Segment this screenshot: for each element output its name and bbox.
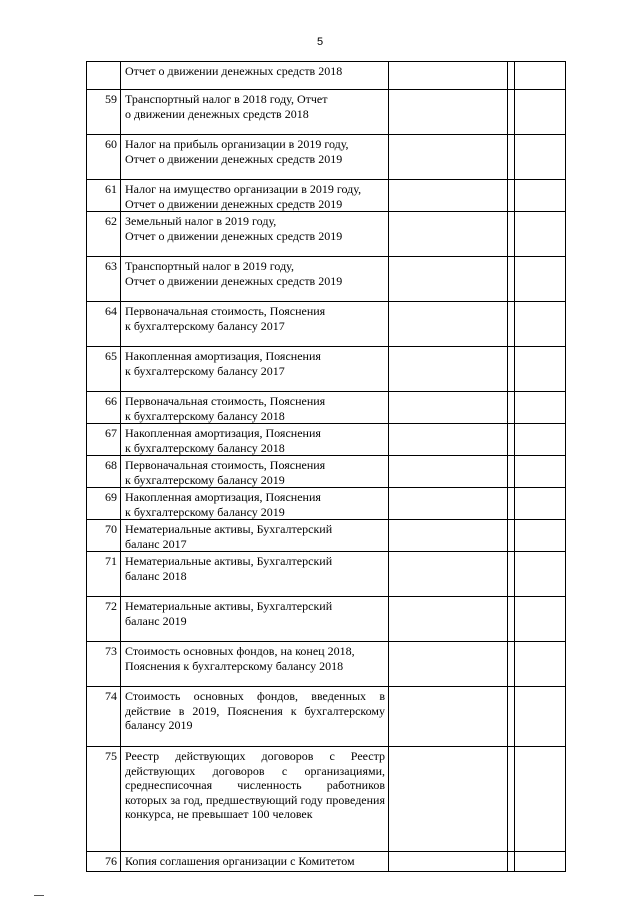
row-number — [87, 62, 121, 90]
row-description — [121, 212, 389, 257]
row-description-text: Налог на прибыль организации в 2019 году, Отчет о движении денежных средств 2019 — [125, 137, 349, 166]
row-description — [121, 488, 389, 520]
row-number: 72 — [87, 597, 121, 642]
row-description-text: Стоимость основных фондов, на конец 2018, Пояснения к бухгалтерскому балансу 2018 — [125, 644, 355, 673]
empty-cell — [389, 257, 508, 302]
table-row — [87, 852, 566, 872]
table-row — [87, 347, 566, 392]
empty-cell — [515, 642, 566, 687]
row-description — [121, 456, 389, 488]
column-gap — [508, 552, 515, 597]
table-row — [87, 597, 566, 642]
column-gap — [508, 642, 515, 687]
empty-cell — [389, 302, 508, 347]
empty-cell — [389, 62, 508, 90]
row-description-text: Нематериальные активы, Бухгалтерский баланс 2018 — [125, 554, 333, 583]
row-description-text: Первоначальная стоимость, Пояснения к бухгалтерскому балансу 2018 — [125, 394, 326, 423]
empty-cell — [389, 392, 508, 424]
empty-cell — [389, 597, 508, 642]
table-row — [87, 302, 566, 347]
table-row — [87, 456, 566, 488]
table-row — [87, 392, 566, 424]
row-number: 75 — [87, 747, 121, 852]
row-number: 62 — [87, 212, 121, 257]
empty-cell — [515, 520, 566, 552]
table-row — [87, 424, 566, 456]
empty-cell — [389, 488, 508, 520]
row-number: 67 — [87, 424, 121, 456]
table-row — [87, 257, 566, 302]
empty-cell — [389, 747, 508, 852]
column-gap — [508, 302, 515, 347]
empty-cell — [389, 90, 508, 135]
row-description-text: Стоимость основных фондов, введенных в действие в 2019, Пояснения к бухгалтерскому балансу 2019 — [125, 689, 385, 732]
document-table — [86, 61, 566, 872]
table-body — [87, 62, 566, 872]
column-gap — [508, 687, 515, 747]
empty-cell — [515, 424, 566, 456]
empty-cell — [515, 135, 566, 180]
row-number: 69 — [87, 488, 121, 520]
row-description — [121, 642, 389, 687]
row-description — [121, 347, 389, 392]
table-row — [87, 520, 566, 552]
column-gap — [508, 597, 515, 642]
empty-cell — [389, 212, 508, 257]
empty-cell — [515, 257, 566, 302]
empty-cell — [389, 852, 508, 872]
row-description — [121, 424, 389, 456]
row-description-text: Реестр действующих договоров с Реестр действующих договоров с организациями, среднесписочная численность работников которых за год, предшествующий году проведения конкурса, не превышает 100 человек — [125, 749, 385, 821]
row-description — [121, 852, 389, 872]
empty-cell — [515, 302, 566, 347]
column-gap — [508, 456, 515, 488]
table-row — [87, 180, 566, 212]
scan-mark — [34, 895, 44, 896]
row-description-text: Накопленная амортизация, Пояснения к бухгалтерскому балансу 2019 — [125, 490, 321, 519]
row-number: 65 — [87, 347, 121, 392]
row-number: 68 — [87, 456, 121, 488]
row-number: 64 — [87, 302, 121, 347]
row-number: 74 — [87, 687, 121, 747]
table-row — [87, 90, 566, 135]
row-description — [121, 597, 389, 642]
column-gap — [508, 257, 515, 302]
empty-cell — [389, 456, 508, 488]
empty-cell — [515, 62, 566, 90]
row-description — [121, 62, 389, 90]
empty-cell — [515, 852, 566, 872]
empty-cell — [515, 552, 566, 597]
empty-cell — [389, 642, 508, 687]
table-row — [87, 642, 566, 687]
row-number: 60 — [87, 135, 121, 180]
column-gap — [508, 347, 515, 392]
row-description-text: Копия соглашения организации с Комитетом — [125, 854, 355, 868]
row-description — [121, 302, 389, 347]
row-number: 70 — [87, 520, 121, 552]
table-row — [87, 212, 566, 257]
column-gap — [508, 488, 515, 520]
column-gap — [508, 212, 515, 257]
row-description-text: Транспортный налог в 2019 году, Отчет о движении денежных средств 2019 — [125, 259, 343, 288]
empty-cell — [515, 597, 566, 642]
page-number: 5 — [316, 36, 324, 48]
empty-cell — [515, 212, 566, 257]
row-description-text: Налог на имущество организации в 2019 году, Отчет о движении денежных средств 2019 — [125, 182, 362, 211]
table-row — [87, 135, 566, 180]
empty-cell — [515, 687, 566, 747]
empty-cell — [389, 135, 508, 180]
row-description — [121, 180, 389, 212]
table-row — [87, 62, 566, 90]
row-description-text: Первоначальная стоимость, Пояснения к бухгалтерскому балансу 2019 — [125, 458, 326, 487]
empty-cell — [515, 456, 566, 488]
table-row — [87, 552, 566, 597]
row-description — [121, 392, 389, 424]
empty-cell — [389, 687, 508, 747]
row-number: 73 — [87, 642, 121, 687]
row-description — [121, 552, 389, 597]
row-description-text: Накопленная амортизация, Пояснения к бухгалтерскому балансу 2018 — [125, 426, 321, 455]
empty-cell — [389, 347, 508, 392]
row-description-text: Земельный налог в 2019 году, Отчет о движении денежных средств 2019 — [125, 214, 343, 243]
row-description-text: Транспортный налог в 2018 году, Отчет о движении денежных средств 2018 — [125, 92, 328, 121]
column-gap — [508, 392, 515, 424]
column-gap — [508, 852, 515, 872]
column-gap — [508, 747, 515, 852]
empty-cell — [515, 747, 566, 852]
row-number: 76 — [87, 852, 121, 872]
row-description — [121, 687, 389, 747]
empty-cell — [515, 180, 566, 212]
empty-cell — [389, 520, 508, 552]
row-number: 71 — [87, 552, 121, 597]
column-gap — [508, 424, 515, 456]
row-description-text: Нематериальные активы, Бухгалтерский баланс 2019 — [125, 599, 333, 628]
column-gap — [508, 520, 515, 552]
row-description — [121, 257, 389, 302]
empty-cell — [515, 347, 566, 392]
table-row — [87, 747, 566, 852]
row-description-text: Первоначальная стоимость, Пояснения к бухгалтерскому балансу 2017 — [125, 304, 326, 333]
row-number: 59 — [87, 90, 121, 135]
empty-cell — [389, 180, 508, 212]
column-gap — [508, 135, 515, 180]
row-description — [121, 520, 389, 552]
empty-cell — [515, 392, 566, 424]
row-description — [121, 90, 389, 135]
empty-cell — [515, 90, 566, 135]
row-description-text: Нематериальные активы, Бухгалтерский баланс 2017 — [125, 522, 333, 551]
column-gap — [508, 62, 515, 90]
table-row — [87, 488, 566, 520]
row-description-text: Отчет о движении денежных средств 2018 — [125, 64, 343, 78]
row-description — [121, 747, 389, 852]
table-row — [87, 687, 566, 747]
column-gap — [508, 180, 515, 212]
row-number: 61 — [87, 180, 121, 212]
empty-cell — [389, 424, 508, 456]
row-number: 63 — [87, 257, 121, 302]
row-description-text: Накопленная амортизация, Пояснения к бухгалтерскому балансу 2017 — [125, 349, 321, 378]
empty-cell — [515, 488, 566, 520]
row-number: 66 — [87, 392, 121, 424]
column-gap — [508, 90, 515, 135]
empty-cell — [389, 552, 508, 597]
row-description — [121, 135, 389, 180]
